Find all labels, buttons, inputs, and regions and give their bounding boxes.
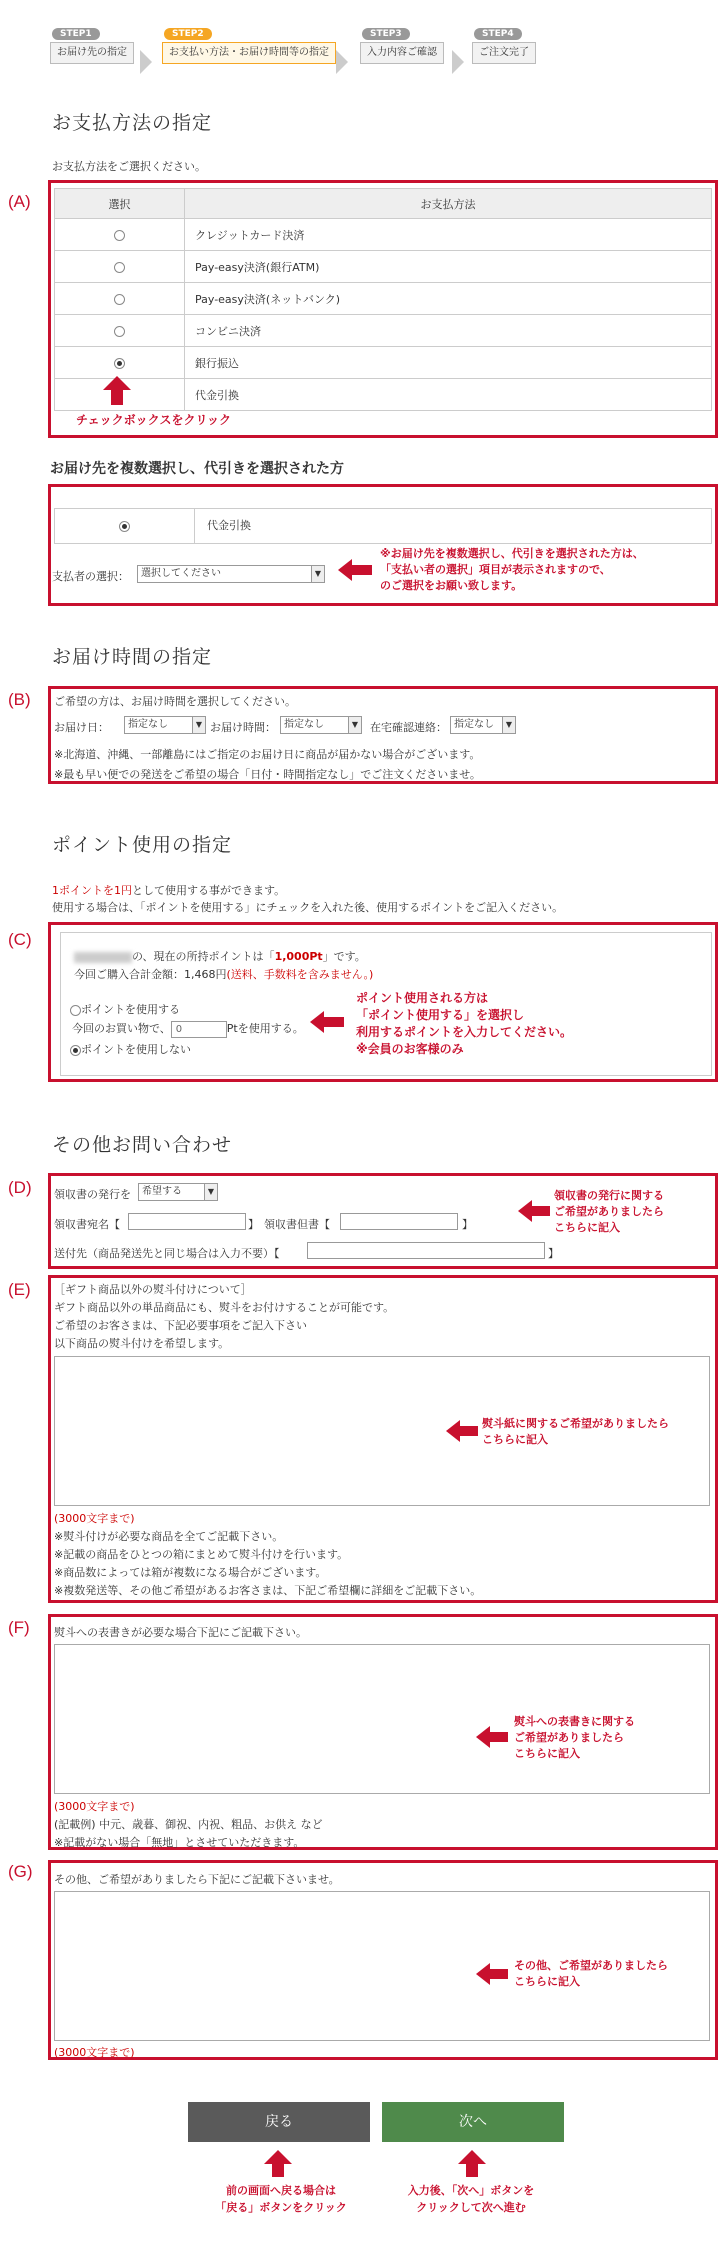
noshi-note: ※熨斗付けが必要な商品を全てご記載下さい。 [54, 1530, 284, 1543]
col-method: お支払方法 [185, 189, 712, 219]
multi-annotation: ※お届け先を複数選択し、代引きを選択された方は、 「支払い者の選択」項目が表示されますので、 のご選択をお願い致します。 [380, 547, 644, 592]
noshi-note: ※記載の商品をひとつの箱にまとめて熨斗付けを行います。 [54, 1548, 349, 1561]
label-e: (E) [8, 1280, 31, 1299]
arrow-left-icon [310, 1011, 324, 1033]
bracket: 】 [548, 1247, 559, 1260]
delivery-prompt: ご希望の方は、お届け時間を選択してください。 [54, 695, 296, 708]
arrow-left-icon [476, 1963, 490, 1985]
no-points-option[interactable]: ポイントを使用しない [70, 1041, 191, 1057]
next-annotation: 入力後、「次へ」ボタンを クリックして次へ進む [407, 2184, 535, 2214]
points-current: の、現在の所持ポイントは「1,000Pt」です。 [74, 948, 366, 964]
radio-use-points[interactable] [70, 1005, 81, 1016]
receipt-note-input[interactable] [340, 1213, 458, 1230]
radio-bank-transfer[interactable] [114, 358, 125, 369]
payment-row[interactable]: 銀行振込 [55, 347, 712, 379]
radio-payeasy-net[interactable] [114, 294, 125, 305]
arrow-stem [466, 2163, 478, 2177]
arrow-left-icon [518, 1200, 532, 1222]
arrow-left-icon [476, 1726, 490, 1748]
chevron-down-icon: ▼ [204, 1184, 217, 1200]
label-c: (C) [8, 930, 32, 949]
chevron-down-icon: ▼ [192, 717, 205, 733]
step-chevron [336, 50, 348, 74]
payment-row[interactable]: Pay-easy決済(銀行ATM) [55, 251, 712, 283]
arrow-stem [490, 1732, 508, 1742]
bracket: 】 [462, 1218, 473, 1231]
arrow-up-icon [458, 2150, 486, 2164]
gift-line: 以下商品の熨斗付けを希望します。 [54, 1337, 230, 1350]
col-select: 選択 [55, 189, 185, 219]
multi-method: 代金引換 [207, 519, 251, 532]
delivery-title: お届け時間の指定 [52, 646, 213, 668]
receipt-select[interactable]: 希望する ▼ [138, 1183, 218, 1201]
back-button[interactable]: 戻る [188, 2102, 370, 2142]
payment-row[interactable]: コンビニ決済 [55, 315, 712, 347]
points-annotation: ポイント使用される方は 「ポイント使用する」を選択し 利用するポイントを入力してください。 ※会員のお客様のみ [356, 991, 573, 1056]
chevron-down-icon: ▼ [502, 717, 515, 733]
points-instruction: 使用する場合は、「ポイントを使用する」にチェックを入れた後、使用するポイントをご記入ください。 [52, 901, 564, 914]
date-label: お届け日： [54, 721, 109, 734]
omotegaki-note: (記載例) 中元、歳暮、御祝、内祝、粗品、お供え など [54, 1818, 323, 1831]
omotegaki-annotation: 熨斗への表書きに関する ご希望がありましたら こちらに記入 [514, 1715, 635, 1760]
receipt-annotation: 領収書の発行に関する ご希望がありましたら こちらに記入 [554, 1189, 664, 1234]
other-annotation: その他、ご希望がありましたら こちらに記入 [514, 1959, 668, 1988]
payment-row[interactable]: Pay-easy決済(ネットバンク) [55, 283, 712, 315]
label-f: (F) [8, 1618, 30, 1637]
arrow-left-icon [446, 1420, 460, 1442]
gift-line: ご希望のお客さまは、下記必要事項をご記入下さい [54, 1319, 307, 1332]
date-select[interactable]: 指定なし ▼ [124, 716, 206, 734]
gift-heading: ［ギフト商品以外の熨斗付けについて］ [54, 1283, 252, 1296]
arrow-stem [111, 389, 123, 405]
gift-line: ギフト商品以外の単品商品にも、熨斗をお付けすることが可能です。 [54, 1301, 395, 1314]
arrow-stem [460, 1426, 478, 1436]
step-2: STEP2 お支払い方法・お届け時間等の指定 [162, 26, 336, 64]
contact-select[interactable]: 指定なし ▼ [450, 716, 516, 734]
arrow-stem [490, 1969, 508, 1979]
delivery-note: ※北海道、沖縄、一部離島にはご指定のお届け日に商品が届かない場合がございます。 [54, 748, 481, 761]
bracket: 】 [248, 1218, 259, 1231]
radio-payeasy-atm[interactable] [114, 262, 125, 273]
ship-label: 送付先（商品発送先と同じ場合は入力不要）【 [54, 1247, 280, 1260]
payment-title: お支払方法の指定 [52, 112, 213, 134]
chevron-down-icon: ▼ [348, 717, 361, 733]
noshi-note: ※複数発送等、その他ご希望があるお客さまは、下記ご希望欄に詳細をご記載下さい。 [54, 1584, 482, 1597]
member-name [74, 952, 132, 963]
step-4: STEP4 ご注文完了 [472, 26, 536, 64]
other-prompt: その他、ご希望がありましたら下記にご記載下さいませ。 [54, 1873, 340, 1886]
arrow-stem [532, 1206, 550, 1216]
payment-row[interactable]: クレジットカード決済 [55, 219, 712, 251]
next-button[interactable]: 次へ [382, 2102, 564, 2142]
time-label: お届け時間： [210, 721, 276, 734]
points-total: 今回ご購入合計金額：1,468円(送料、手数料を含みません。) [74, 968, 374, 981]
other-title: その他お問い合わせ [52, 1134, 233, 1156]
step-chevron [140, 50, 152, 74]
points-rate: 1ポイントを1円として使用する事ができます。 [52, 884, 286, 897]
arrow-up-icon [264, 2150, 292, 2164]
delivery-note: ※最も早い便での発送をご希望の場合「日付・時間指定なし」でご注文くださいませ。 [54, 768, 481, 781]
step-1: STEP1 お届け先の指定 [50, 26, 134, 64]
ship-input[interactable] [307, 1242, 545, 1259]
char-limit: (3000文字まで) [54, 1800, 135, 1813]
receipt-note-label: 領収書但書【 [264, 1218, 330, 1231]
radio-cod-multi[interactable] [119, 521, 130, 532]
payment-table [54, 188, 712, 411]
arrow-left-icon [338, 559, 352, 581]
label-g: (G) [8, 1862, 33, 1881]
use-points-line: 今回のお買い物で、 0 Ptを使用する。 [72, 1020, 304, 1038]
multi-title: お届け先を複数選択し、代引きを選択された方 [50, 461, 344, 477]
use-points-option[interactable]: ポイントを使用する [70, 1001, 180, 1017]
noshi-note: ※商品数によっては箱が複数になる場合がございます。 [54, 1566, 327, 1579]
noshi-annotation: 熨斗紙に関するご希望がありましたら こちらに記入 [482, 1417, 669, 1446]
label-b: (B) [8, 690, 31, 709]
arrow-up-icon [103, 376, 131, 390]
payment-annotation: チェックボックスをクリック [76, 413, 232, 427]
receipt-label: 領収書の発行を [54, 1188, 131, 1201]
label-d: (D) [8, 1178, 32, 1197]
omotegaki-prompt: 熨斗への表書きが必要な場合下記にご記載下さい。 [54, 1626, 307, 1639]
step-chevron [452, 50, 464, 74]
payer-select[interactable]: 選択してください ▼ [137, 565, 325, 583]
points-input[interactable]: 0 [171, 1021, 227, 1038]
payer-label: 支払者の選択： [52, 570, 129, 583]
receipt-name-label: 領収書宛名【 [54, 1218, 120, 1231]
points-title: ポイント使用の指定 [52, 834, 233, 856]
char-limit: (3000文字まで) [54, 1512, 135, 1525]
multi-row [54, 508, 712, 544]
contact-label: 在宅確認連絡： [370, 721, 447, 734]
chevron-down-icon: ▼ [311, 566, 324, 582]
arrow-stem [272, 2163, 284, 2177]
radio-convenience[interactable] [114, 326, 125, 337]
label-a: (A) [8, 192, 31, 211]
time-select[interactable]: 指定なし ▼ [280, 716, 362, 734]
arrow-stem [324, 1017, 344, 1027]
payment-row[interactable]: 代金引換 [55, 379, 712, 411]
arrow-stem [352, 565, 372, 575]
radio-credit[interactable] [114, 230, 125, 241]
omotegaki-note: ※記載がない場合「無地」とさせていただきます。 [54, 1836, 305, 1849]
receipt-name-input[interactable] [128, 1213, 246, 1230]
step-3: STEP3 入力内容ご確認 [360, 26, 444, 64]
char-limit: (3000文字まで) [54, 2046, 135, 2059]
back-annotation: 前の画面へ戻る場合は 「戻る」ボタンをクリック [215, 2184, 347, 2214]
payment-prompt: お支払方法をご選択ください。 [52, 160, 206, 173]
radio-no-points[interactable] [70, 1045, 81, 1056]
